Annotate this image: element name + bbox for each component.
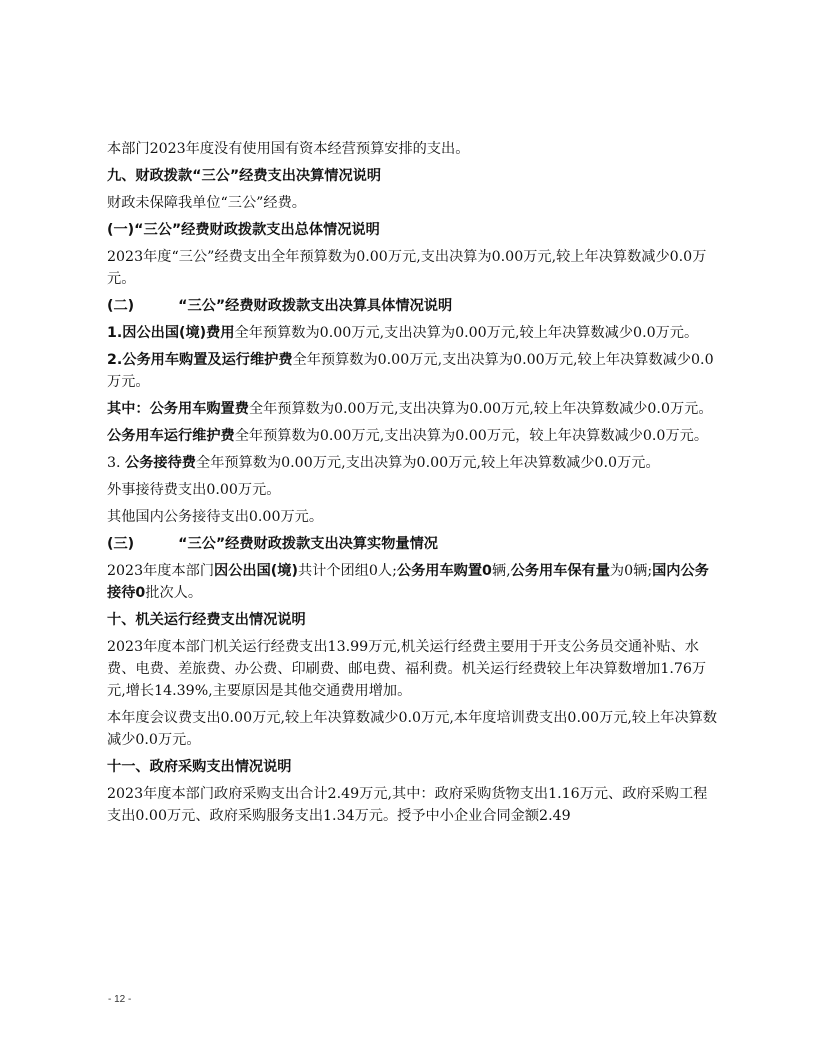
paragraph-text: 全年预算数为0.00万元,支出决算为0.00万元,较上年决算数减少0.0万元。 [107,352,714,390]
section-heading-10: 十、机关运行经费支出情况说明 [107,612,306,628]
bold-term: 公务用车运行维护费 [107,428,235,444]
subsection-heading-3 [107,533,719,555]
paragraph-text: 批次人。 [145,585,203,601]
paragraph [107,322,719,344]
paragraph-text: 辆, [491,563,511,579]
bold-term: 因公出国(境) [214,563,298,579]
page-number: - 12 - [108,994,132,1005]
paragraph: 本部门2023年度没有使用国有资本经营预算安排的支出。 [107,141,470,157]
paragraph [107,349,719,393]
item-number: 3. [107,455,126,471]
paragraph-text: 2023年度本部门 [107,563,215,579]
bold-term: 2.公务用车购置及运行维护费 [107,352,293,368]
paragraph: 外事接待费支出0.00万元。 [107,482,281,498]
paragraph-text: 共计个团组0人; [297,563,397,579]
subsection-title: “三公”经费财政拨款支出决算具体情况说明 [178,298,453,314]
section-heading-11: 十一、政府采购支出情况说明 [107,759,292,775]
paragraph-text: 为0辆; [609,563,653,579]
subsection-number: (二) [107,298,135,314]
bold-term: 国内公务接待0 [107,563,709,601]
paragraph-text: 全年预算数为0.00万元,支出决算为0.00万元，较上年决算数减少0.0万元。 [234,428,709,444]
paragraph [107,398,719,420]
bold-term: 公务用车保有量 [510,563,610,579]
bold-term: 公务用车购置0 [396,563,492,579]
paragraph-text: 全年预算数为0.00万元,支出决算为0.00万元,较上年决算数减少0.0万元。 [196,455,660,471]
paragraph [107,452,719,474]
subsection-heading-1: (一)“三公”经费财政拨款支出总体情况说明 [107,222,380,238]
subsection-title: “三公”经费财政拨款支出决算实物量情况 [178,536,438,552]
paragraph [107,425,719,447]
bold-term: 1.因公出国(境)费用 [107,325,235,341]
subsection-heading-2 [107,295,719,317]
document-body [107,138,719,832]
paragraph-text: 全年预算数为0.00万元,支出决算为0.00万元,较上年决算数减少0.0万元。 [248,401,713,417]
paragraph: 财政未保障我单位“三公”经费。 [107,195,306,211]
paragraph [107,560,719,604]
paragraph: 2023年度本部门政府采购支出合计2.49万元,其中：政府采购货物支出1.16万元、政府采购工程支出0.00万元、政府采购服务支出1.34万元。授予中小企业合同金额2.49 [107,786,708,824]
paragraph-text: 全年预算数为0.00万元,支出决算为0.00万元,较上年决算数减少0.0万元。 [234,325,699,341]
subsection-number: (三) [107,536,135,552]
bold-term: 其中：公务用车购置费 [107,401,249,417]
paragraph: 本年度会议费支出0.00万元,较上年决算数减少0.0万元,本年度培训费支出0.00万元,较上年决算数减少0.0万元。 [107,710,718,748]
bold-term: 公务接待费 [125,455,196,471]
paragraph: 2023年度“三公”经费支出全年预算数为0.00万元,支出决算为0.00万元,较上年决算数减少0.0万元。 [107,249,707,287]
paragraph: 其他国内公务接待支出0.00万元。 [107,509,324,525]
paragraph: 2023年度本部门机关运行经费支出13.99万元,机关运行经费主要用于开支公务员交通补贴、水费、电费、差旅费、办公费、印刷费、邮电费、福利费。机关运行经费较上年决算数增加1.76万元,增长14.39%,主要原因是其他交通费用增加。 [107,639,707,699]
section-heading-9: 九、财政拨款“三公”经费支出决算情况说明 [107,168,382,184]
